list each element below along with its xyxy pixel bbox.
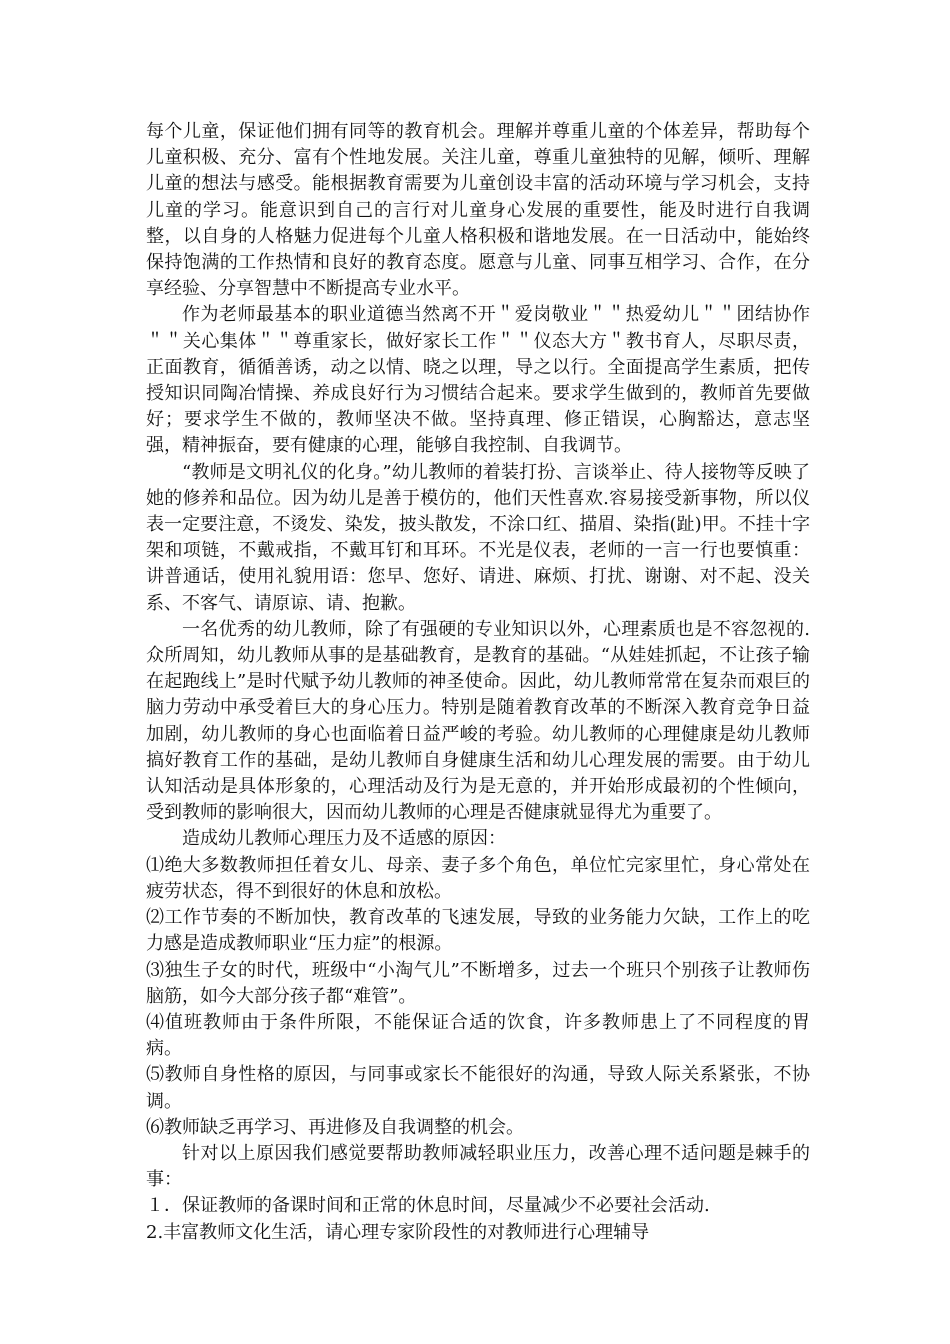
paragraph-causes-heading: 造成幼儿教师心理压力及不适感的原因： (182, 828, 506, 850)
measure-item-2: 2.丰富教师文化生活，请心理专家阶段性的对教师进行心理辅导 (146, 1221, 650, 1243)
paragraph-psychology: 一名优秀的幼儿教师，除了有强硬的专业知识以外，心理素质也是不容忽视的.众所周知，幼儿教师从事的是基础教育，是教育的基础。“从娃娃抓起，不让孩子输在起跑线上”是时代赋予幼儿教师的神圣使命。因此，幼儿教师常常在复杂而艰巨的脑力劳动中承受着巨大的身心压力。特别是随着教育改革的不断深入教育竞争日益加剧，幼儿教师的身心也面临着日益严峻的考验。幼儿教师的心理健康是幼儿教师搞好教育工作的基础，是幼儿教师自身健康生活和幼儿心理发展的需要。由于幼儿认知活动是具体形象的，心理活动及行为是无意的，并开始形成最初的个性倾向，受到教师的影响很大，因而幼儿教师的心理是否健康就显得尤为重要了。 (146, 618, 810, 824)
cause-item-2: ⑵工作节奏的不断加快，教育改革的飞速发展，导致的业务能力欠缺，工作上的吃力感是造成教师职业“压力症”的根源。 (146, 907, 810, 955)
document-body (146, 119, 810, 1246)
cause-item-1: ⑴绝大多数教师担任着女儿、母亲、妻子多个角色，单位忙完家里忙，身心常处在疲劳状态，得不到很好的休息和放松。 (146, 854, 810, 902)
cause-item-4: ⑷值班教师由于条件所限，不能保证合适的饮食，许多教师患上了不同程度的胃病。 (146, 1011, 810, 1060)
paragraph-professional-ethics: 作为老师最基本的职业道德当然离不开＂爱岗敬业＂＂热爱幼儿＂＂团结协作＂＂关心集体＂＂尊重家长，做好家长工作＂＂仪态大方＂教书育人，尽职尽责，正面教育，循循善诱，动之以情、晓之以理，导之以行。全面提高学生素质，把传授知识同陶冶情操、养成良好行为习惯结合起来。要求学生做到的，教师首先要做好；要求学生不做的，教师坚决不做。坚持真理、修正错误，心胸豁达，意志坚强，精神振奋，要有健康的心理，能够自我控制、自我调节。 (146, 304, 810, 457)
cause-item-6: ⑹教师缺乏再学习、再进修及自我调整的机会。 (146, 1116, 524, 1138)
paragraph-etiquette: “教师是文明礼仪的化身。”幼儿教师的着装打扮、言谈举止、待人接物等反映了她的修养和品位。因为幼儿是善于模仿的，他们天性喜欢.容易接受新事物，所以仪表一定要注意，不烫发、染发，披头散发，不涂口红、描眉、染指(趾)甲。不挂十字架和项链，不戴戒指，不戴耳钉和耳环。不光是仪表，老师的一言一行也要慎重：讲普通话，使用礼貌用语：您早、您好、请进、麻烦、打扰、谢谢、对不起、没关系、不客气、请原谅、请、抱歉。 (146, 461, 810, 614)
paragraph-continuation: 每个儿童，保证他们拥有同等的教育机会。理解并尊重儿童的个体差异，帮助每个儿童积极、充分、富有个性地发展。关注儿童，尊重儿童独特的见解，倾听、理解儿童的想法与感受。能根据教育需要为儿童创设丰富的活动环境与学习机会，支持儿童的学习。能意识到自己的言行对儿童身心发展的重要性，能及时进行自我调整，以自身的人格魅力促进每个儿童人格积极和谐地发展。在一日活动中，能始终保持饱满的工作热情和良好的教育态度。愿意与儿童、同事互相学习、合作，在分享经验、分享智慧中不断提高专业水平。 (146, 121, 810, 300)
cause-item-5: ⑸教师自身性格的原因，与同事或家长不能很好的沟通，导致人际关系紧张，不协调。 (146, 1064, 810, 1112)
paragraph-measures-intro: 针对以上原因我们感觉要帮助教师减轻职业压力，改善心理不适问题是棘手的事： (146, 1142, 810, 1191)
measure-item-1: １．保证教师的备课时间和正常的休息时间，尽量减少不必要社会活动. (146, 1195, 710, 1217)
cause-item-3: ⑶独生子女的时代，班级中“小淘气儿”不断增多，过去一个班只个别孩子让教师伤脑筋，如今大部分孩子都“难管”。 (146, 959, 810, 1007)
